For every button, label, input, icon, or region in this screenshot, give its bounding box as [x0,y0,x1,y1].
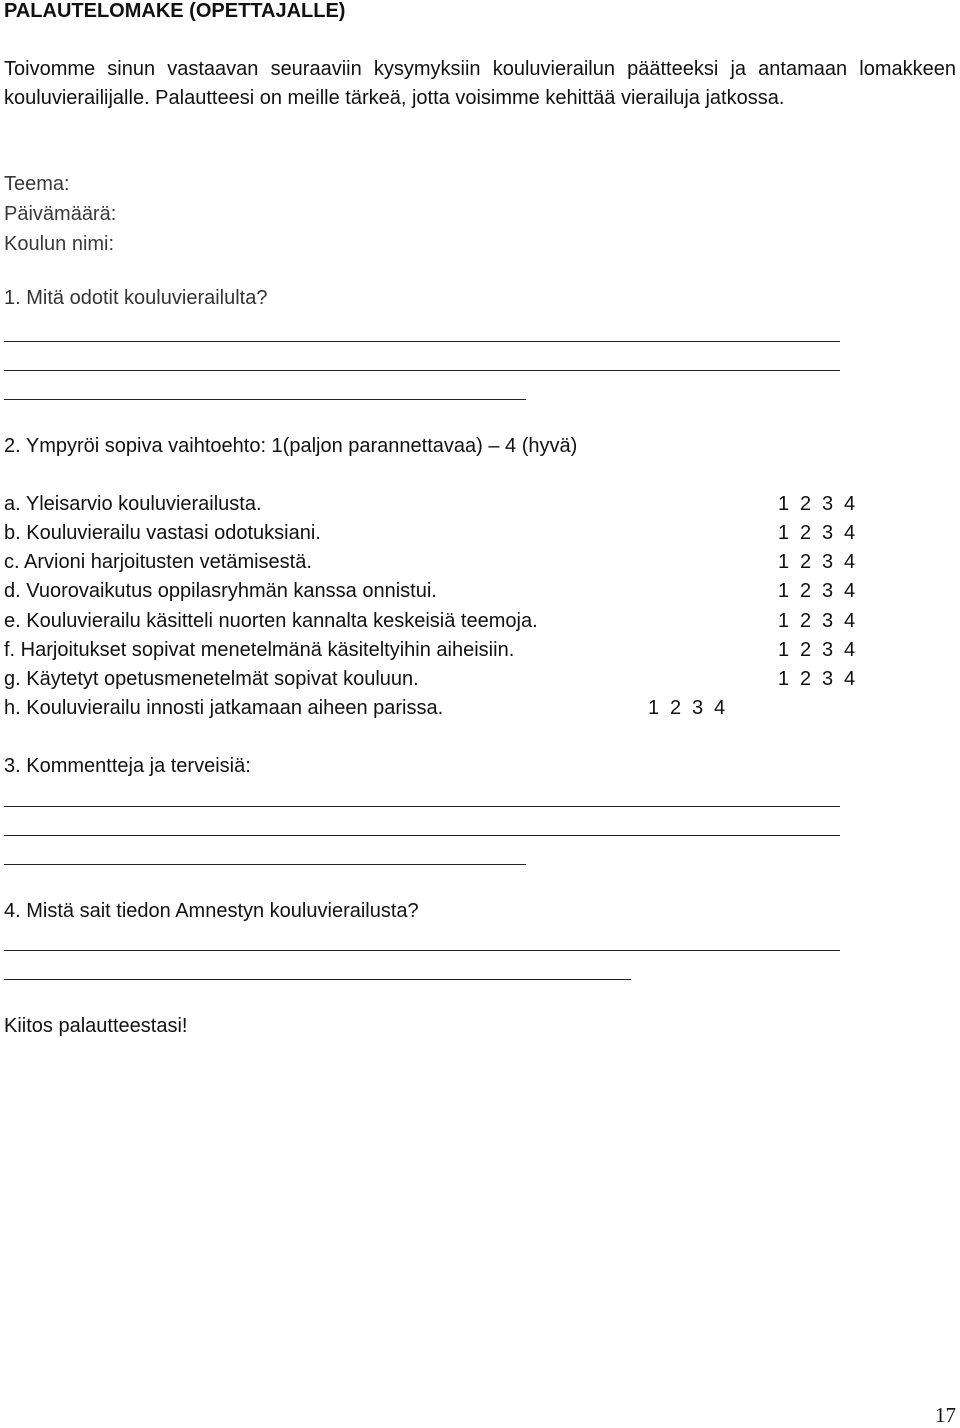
rating-item-label: a. Yleisarvio kouluvierailusta. [4,493,262,515]
rating-option[interactable]: 2 [800,610,812,632]
rating-scale[interactable] [778,493,866,516]
rating-scale[interactable] [778,522,866,545]
rating-option[interactable]: 2 [800,639,812,661]
rating-item-label: f. Harjoitukset sopivat menetelmänä käsiteltyihin aiheisiin. [4,639,515,661]
rating-option[interactable]: 4 [844,580,856,602]
rating-option[interactable]: 3 [822,493,834,515]
rating-option[interactable]: 1 [778,551,790,573]
rating-option[interactable]: 4 [844,668,856,690]
rating-option[interactable]: 2 [800,522,812,544]
question-3: 3. Kommentteja ja terveisiä: [4,755,251,777]
rating-option[interactable]: 4 [844,522,856,544]
rating-option[interactable]: 4 [844,493,856,515]
rating-item-label: d. Vuorovaikutus oppilasryhmän kanssa onnistui. [4,580,437,602]
rating-option[interactable]: 3 [822,610,834,632]
rating-option[interactable]: 3 [822,668,834,690]
rating-scale[interactable] [648,697,736,720]
closing-text: Kiitos palautteestasi! [4,1015,188,1037]
rating-scale[interactable] [778,610,866,633]
rating-item-label: b. Kouluvierailu vastasi odotuksiani. [4,522,321,544]
answer-line[interactable] [4,370,840,371]
rating-item-label: h. Kouluvierailu innosti jatkamaan aiheen parissa. [4,697,444,719]
rating-option[interactable]: 2 [800,493,812,515]
rating-scale[interactable] [778,668,866,691]
rating-option[interactable]: 1 [778,639,790,661]
answer-line[interactable] [4,835,840,836]
rating-option[interactable]: 1 [778,493,790,515]
rating-option[interactable]: 1 [648,697,660,719]
question-2: 2. Ympyröi sopiva vaihtoehto: 1(paljon parannettavaa) – 4 (hyvä) [4,435,578,457]
rating-option[interactable]: 4 [714,697,726,719]
rating-scale[interactable] [778,551,866,574]
intro-paragraph: Toivomme sinun vastaavan seuraaviin kysymyksiin kouluvierailun päätteeksi ja antamaan lomakkeen kouluvierailijalle. Palautteesi on meille tärkeä, jotta voisimme kehittää vierailuja jatkossa. [4,58,956,109]
rating-option[interactable]: 3 [692,697,704,719]
answer-line[interactable] [4,806,840,807]
answer-line[interactable] [4,341,840,342]
rating-option[interactable]: 1 [778,610,790,632]
form-title: PALAUTELOMAKE (OPETTAJALLE) [4,0,346,22]
rating-option[interactable]: 3 [822,580,834,602]
page-number: 17 [935,1403,956,1427]
rating-scale[interactable] [778,580,866,603]
rating-option[interactable]: 3 [822,551,834,573]
rating-option[interactable]: 2 [800,580,812,602]
field-paivamaara: Päivämäärä: [4,203,117,225]
rating-option[interactable]: 4 [844,639,856,661]
rating-option[interactable]: 2 [800,668,812,690]
rating-option[interactable]: 1 [778,522,790,544]
rating-item-label: c. Arvioni harjoitusten vetämisestä. [4,551,312,573]
question-4: 4. Mistä sait tiedon Amnestyn kouluvierailusta? [4,900,419,922]
question-1: 1. Mitä odotit kouluvierailulta? [4,287,268,309]
answer-line[interactable] [4,950,840,951]
field-koulun-nimi: Koulun nimi: [4,233,115,255]
rating-option[interactable]: 4 [844,610,856,632]
rating-option[interactable]: 1 [778,580,790,602]
rating-option[interactable]: 2 [670,697,682,719]
field-teema: Teema: [4,173,70,195]
answer-line[interactable] [4,399,526,400]
rating-scale[interactable] [778,639,866,662]
answer-line[interactable] [4,864,526,865]
rating-option[interactable]: 3 [822,639,834,661]
rating-item-label: e. Kouluvierailu käsitteli nuorten kannalta keskeisiä teemoja. [4,610,538,632]
answer-line[interactable] [4,979,631,980]
rating-item-label: g. Käytetyt opetusmenetelmät sopivat kouluun. [4,668,419,690]
rating-option[interactable]: 4 [844,551,856,573]
rating-option[interactable]: 1 [778,668,790,690]
rating-option[interactable]: 3 [822,522,834,544]
rating-option[interactable]: 2 [800,551,812,573]
